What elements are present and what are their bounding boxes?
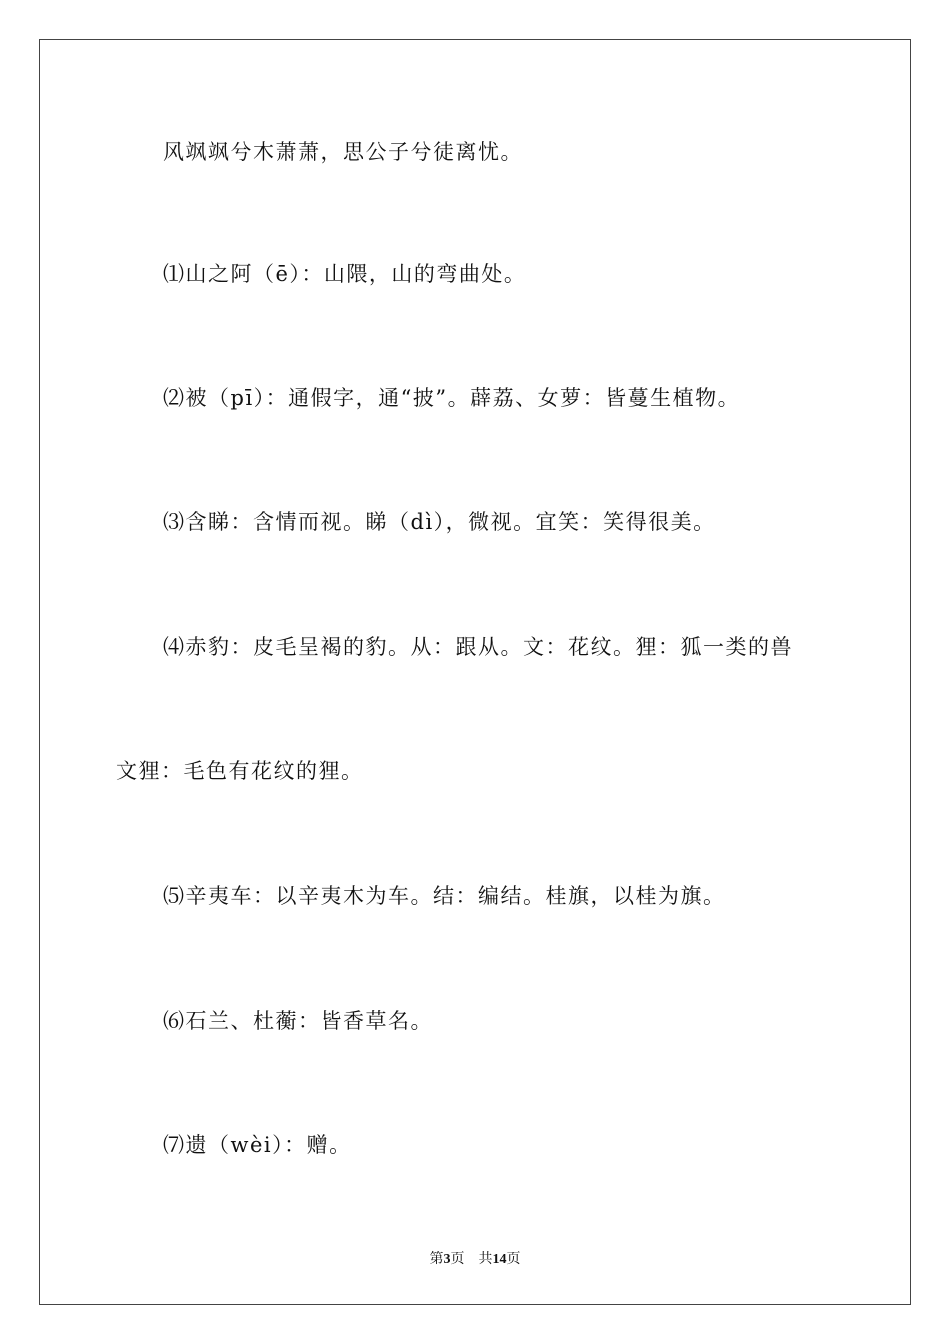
annotation-4: ⑷赤豹：皮毛呈褐的豹。从：跟从。文：花纹。狸：狐一类的兽: [163, 635, 793, 659]
body-line-1: 风飒飒兮木萧萧，思公子兮徒离忧。: [163, 140, 523, 164]
annotation-5: ⑸辛夷车：以辛夷木为车。结：编结。桂旗，以桂为旗。: [163, 884, 726, 908]
annotation-2: ⑵被（pī）：通假字，通“披”。薜荔、女萝：皆蔓生植物。: [163, 386, 741, 410]
page-border: [39, 39, 911, 1305]
annotation-1: ⑴山之阿（ē）：山隈，山的弯曲处。: [163, 262, 527, 286]
annotation-4-continued: 文狸：毛色有花纹的狸。: [116, 759, 364, 783]
annotation-3: ⑶含睇：含情而视。睇（dì），微视。宜笑：笑得很美。: [163, 510, 716, 534]
annotation-7: ⑺遗（wèi）：赠。: [163, 1133, 352, 1157]
page-footer: [0, 1248, 950, 1268]
annotation-6: ⑹石兰、杜蘅：皆香草名。: [163, 1009, 433, 1033]
footer-middle: 页 共: [450, 1251, 493, 1267]
footer-prefix: 第: [429, 1251, 444, 1267]
footer-page-number: 3: [443, 1252, 451, 1267]
footer-suffix: 页: [506, 1251, 521, 1267]
footer-total-pages: 14: [492, 1252, 507, 1267]
